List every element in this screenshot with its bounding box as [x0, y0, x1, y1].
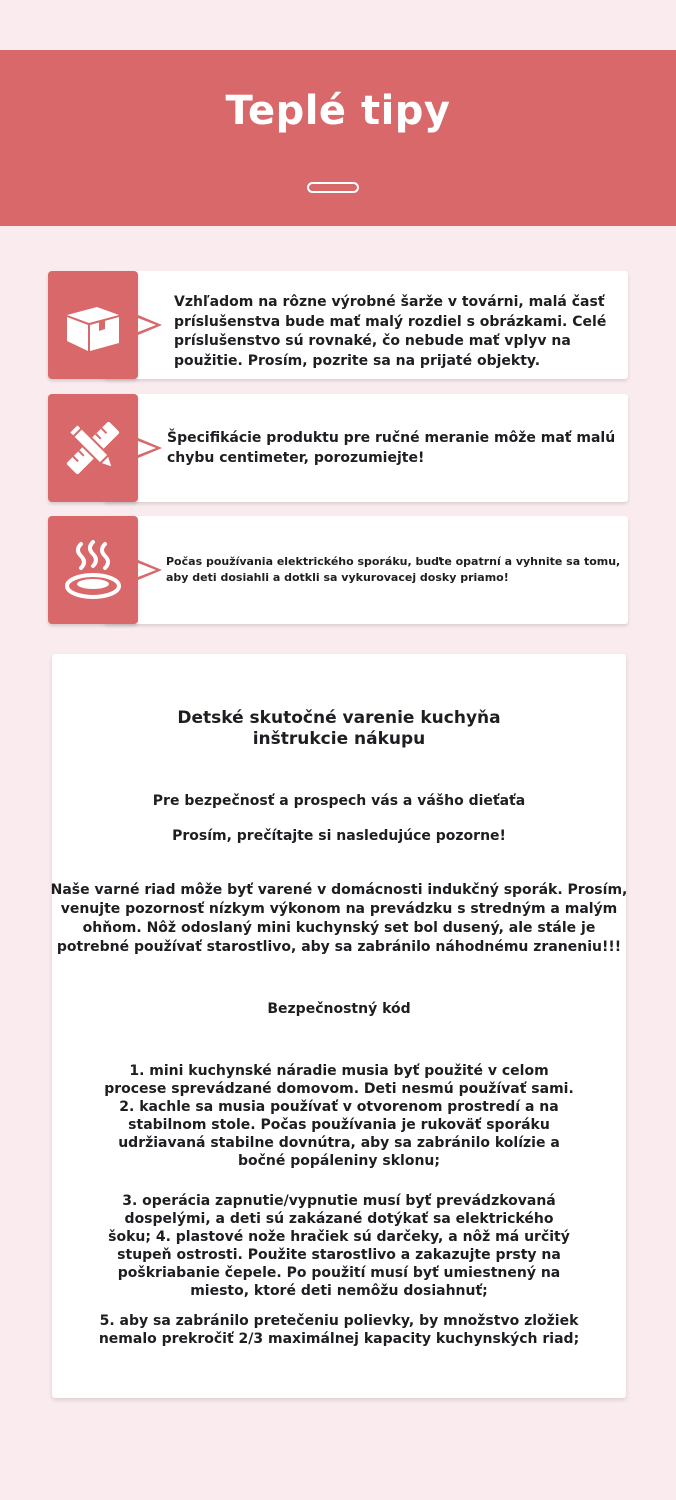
safety-rule-3-4: 3. operácia zapnutie/vypnutie musí byť prevádzkovaná dospelými, a deti sú zakázané dotýkať sa elektrického šoku; 4. plastové nože hračiek sú darčeky, a nôž má určitý stupeň ostrosti. Použite starostlivo a zakazujte prsty na poškriabanie čepele. Po použití musí byť umiestnený na miesto, ktoré deti nemôžu dosiahnuť;: [108, 1193, 570, 1299]
tip-arrow-inner: [138, 318, 156, 332]
instructions-title: Detské skutočné varenie kuchyňa inštrukcie nákupu: [177, 708, 501, 749]
safety-subtitle: Pre bezpečnosť a prospech vás a vášho dieťaťa: [152, 793, 526, 809]
cookware-paragraph: Naše varné riad môže byť varené v domácnosti indukčný sporák. Prosím, venujte pozornosť nízkym výkonom na prevádzku s stredným a malým ohňom. Nôž odoslaný mini kuchynský set bol dusený, ale stále je potrebné používať starostlivo, aby sa zabránilo náhodnému zraneniu!!!: [50, 882, 628, 955]
tip-card-2: [48, 394, 628, 504]
pencil-ruler-icon: [61, 416, 125, 480]
read-carefully-text: Prosím, prečítajte si nasledujúce pozorne!: [172, 828, 506, 844]
tip-text: Špecifikácie produktu pre ručné meranie môže mať malú chybu centimeter, porozumiejte!: [167, 430, 616, 466]
safety-rule-1-2: 1. mini kuchynské náradie musia byť použité v celom procese sprevádzané domovom. Deti nesmú používať sami. 2. kachle sa musia používať v otvorenom prostredí a na stabilnom stole. Počas používania je rukoväť sporáku udržiavaná stabilne dovnútra, aby sa zabránilo kolízie a bočné popáleniny sklonu;: [104, 1063, 574, 1169]
safety-code-heading: Bezpečnostný kód: [267, 1001, 411, 1017]
tip-card-1: [48, 271, 628, 381]
tip-text: Počas používania elektrického sporáku, buďte opatrní a vyhnite sa tomu, aby deti dosiahli a dotkli sa vykurovacej dosky priamo!: [166, 555, 621, 584]
hot-plate-icon: [61, 538, 125, 602]
tip-card-3: [48, 516, 628, 626]
tip-icon-box: [48, 394, 138, 502]
tip-text: Vzhľadom na rôzne výrobné šarže v továrni, malá časť príslušenstva bude mať malý rozdiel s obrázkami. Celé príslušenstvo sú rovnaké, čo nebude mať vplyv na použitie. Prosím, pozrite sa na prijaté objekty.: [174, 294, 607, 369]
title-underline-pill: [307, 182, 359, 193]
tip-arrow-inner: [138, 441, 156, 455]
box-icon: [61, 293, 125, 357]
safety-rule-5: 5. aby sa zabránilo pretečeniu polievky, by množstvo zložiek nemalo prekročiť 2/3 maximálnej kapacity kuchynských riad;: [98, 1313, 580, 1347]
purchase-instructions-card: [52, 654, 626, 1398]
page-title: Teplé tipy: [225, 88, 451, 134]
tip-arrow-inner: [138, 563, 156, 577]
header-banner: [0, 50, 676, 226]
tip-icon-box: [48, 271, 138, 379]
tip-icon-box: [48, 516, 138, 624]
